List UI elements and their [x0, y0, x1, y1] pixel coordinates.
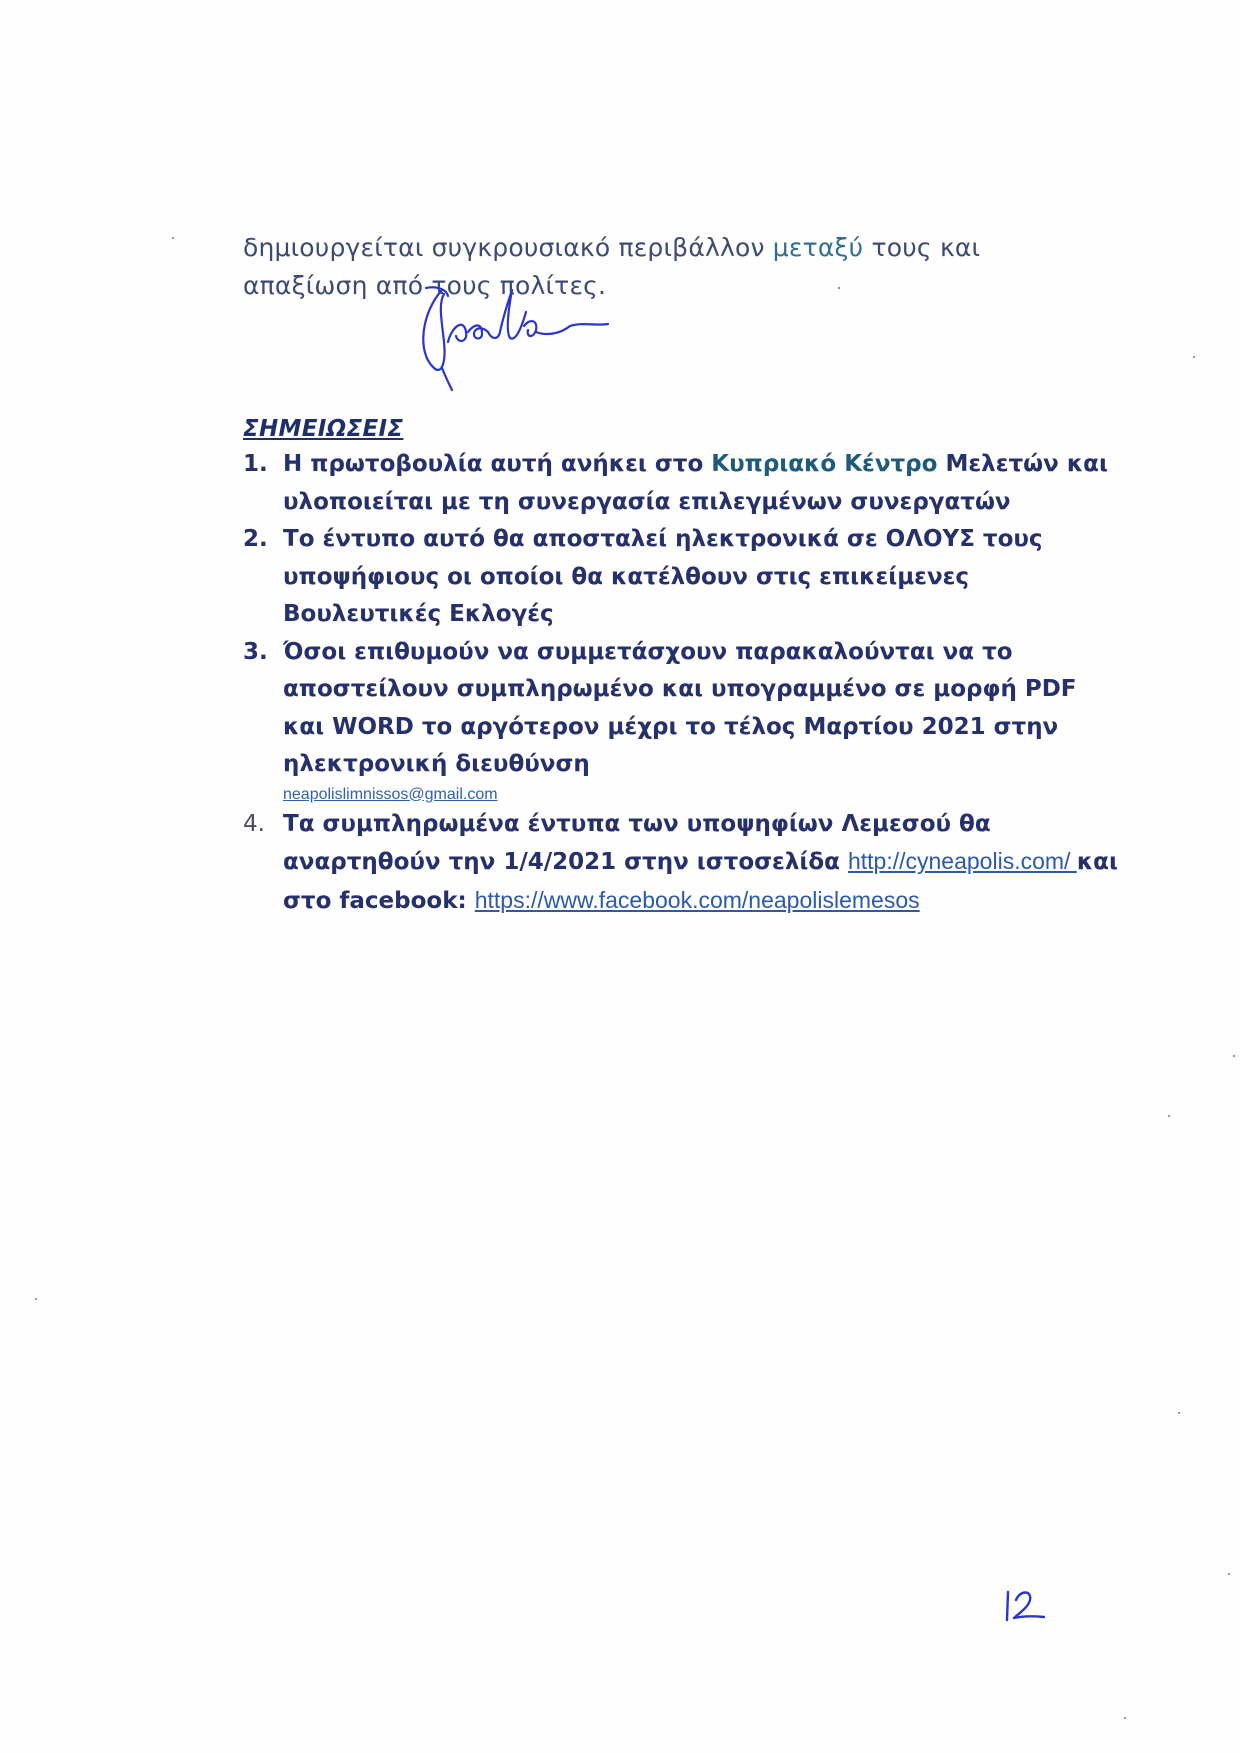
scan-speck: [1178, 1412, 1180, 1414]
scan-speck: [35, 1298, 37, 1300]
note-text: και στο facebook:: [283, 849, 1118, 914]
note-item-1: [243, 446, 1123, 521]
scan-speck: [1228, 1573, 1230, 1575]
note-text: Μελετών και υλοποιείται με τη συνεργασία επιλεγμένων συνεργατών: [283, 451, 1108, 515]
note-number: 3.: [243, 638, 268, 665]
note-text: Όσοι επιθυμούν να συμμετάσχουν παρακαλούνται να το αποστείλουν συμπληρωμένο και υπογραμμένο σε μορφή PDF και WORD το αργότερον μέχρι το τέλος Μαρτίου 2021 στην ηλεκτρονική διευθύνση: [283, 638, 1077, 777]
facebook-link[interactable]: https://www.facebook.com/neapolislemesos: [474, 886, 920, 913]
paragraph-text: δημιουργείται συγκρουσιακό περιβάλλον: [243, 233, 773, 262]
scan-speck: [1124, 1717, 1126, 1719]
handwritten-page-number: [1000, 1588, 1050, 1628]
scan-speck: [1233, 1055, 1235, 1057]
note-text-highlight: Κυπριακό Κέντρο: [711, 451, 938, 477]
note-number: 2.: [243, 526, 268, 552]
note-text: Τα συμπληρωμένα έντυπα των υποψηφίων Λεμεσού θα αναρτηθούν την 1/4/2021 στην ιστοσελίδα: [283, 810, 991, 875]
scan-speck: [172, 237, 174, 239]
note-number: 4.: [243, 810, 265, 837]
body-paragraph: [243, 229, 1103, 305]
notes-list: [243, 446, 1123, 920]
website-link[interactable]: http://cyneapolis.com/: [847, 848, 1077, 874]
paragraph-accent-word: μεταξύ: [772, 233, 864, 262]
note-number: 1.: [243, 451, 268, 477]
note-item-4: [243, 806, 1123, 921]
note-text: Η πρωτοβουλία αυτή ανήκει στο: [283, 451, 712, 477]
scan-speck: [1193, 356, 1195, 358]
note-text: Το έντυπο αυτό θα αποσταλεί ηλεκτρονικά σε ΟΛΟΥΣ τους υποψήφιους οι οποίοι θα κατέλθουν στις επικείμενες Βουλευτικές Εκλογές: [283, 526, 1043, 627]
notes-heading: ΣΗΜΕΙΩΣΕΙΣ: [243, 416, 404, 442]
paragraph-text: τους και απαξίωση από τους πολίτες.: [243, 233, 981, 300]
email-link[interactable]: neapolislimnissos@gmail.com: [283, 785, 498, 803]
scan-speck: [1168, 1115, 1170, 1117]
note-item-3: [243, 634, 1123, 806]
handwritten-signature: [412, 282, 612, 392]
note-item-2: [243, 521, 1123, 634]
